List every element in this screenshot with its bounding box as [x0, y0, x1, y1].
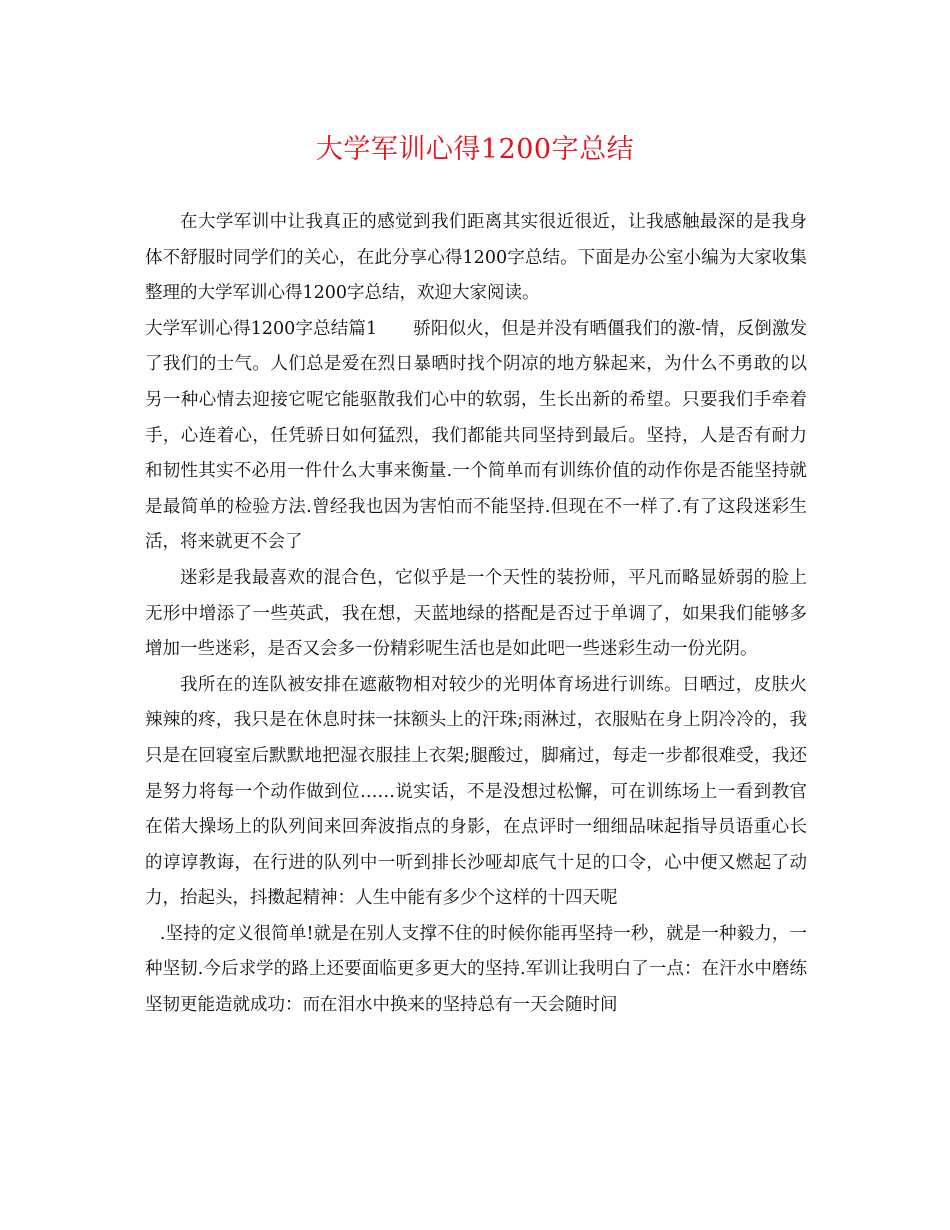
section-paragraph-1 — [145, 312, 807, 561]
paragraph-3: 我所在的连队被安排在遮蔽物相对较少的光明体育场进行训练。日晒过，皮肤火辣辣的疼，我只是在休息时抹一抹额头上的汗珠;雨淋过，衣服贴在身上阴冷冷的，我只是在回寝室后默默地把湿衣服挂上衣架;腿酸过，脚痛过，每走一步都很难受，我还是努力将每一个动作做到位……说实话，不是没想过松懈，可在训练场上一看到教官在偌大操场上的队列间来回奔波指点的身影，在点评时一细细品味起指导员语重心长的谆谆教诲，在行进的队列中一听到排长沙哑却底气十足的口令，心中便又燃起了动力，抬起头，抖擞起精神：人生中能有多少个这样的十四天呢 — [145, 674, 807, 909]
document-body — [145, 205, 807, 1024]
paragraph-2: 迷彩是我最喜欢的混合色，它似乎是一个天性的装扮师，平凡而略显娇弱的脸上无形中增添了一些英武，我在想，天蓝地绿的搭配是否过于单调了，如果我们能够多增加一些迷彩，是否又会多一份精彩呢生活也是如此吧一些迷彩生动一份光阴。 — [145, 567, 807, 660]
section-heading: 大学军训心得1200字总结篇1 — [145, 318, 378, 339]
paragraph-1-text: 骄阳似火，但是并没有晒僵我们的激-情，反倒激发了我们的士气。人们总是爱在烈日暴晒时找个阴凉的地方躲起来，为什么不勇敢的以另一种心情去迎接它呢它能驱散我们心中的软弱，生长出新的希望。只要我们手牵着手，心连着心，任凭骄日如何猛烈，我们都能共同坚持到最后。坚持，人是否有耐力和韧性其实不必用一件什么大事来衡量.一个简单而有训练价值的动作你是否能坚持就是最简单的检验方法.曾经我也因为害怕而不能坚持.但现在不一样了.有了这段迷彩生活，将来就更不会了 — [145, 318, 808, 553]
intro-paragraph: 在大学军训中让我真正的感觉到我们距离其实很近很近，让我感触最深的是我身体不舒服时同学们的关心，在此分享心得1200字总结。下面是办公室小编为大家收集整理的大学军训心得1200字总结，欢迎大家阅读。 — [145, 212, 807, 304]
document-title: 大学军训心得1200字总结 — [315, 134, 635, 165]
paragraph-4: .坚持的定义很简单!就是在别人支撑不住的时候你能再坚持一秒，就是一种毅力，一种坚韧.今后求学的路上还要面临更多更大的坚持.军训让我明白了一点：在汗水中磨练坚韧更能造就成功：而在泪水中换来的坚持总有一天会随时间 — [145, 923, 807, 1016]
